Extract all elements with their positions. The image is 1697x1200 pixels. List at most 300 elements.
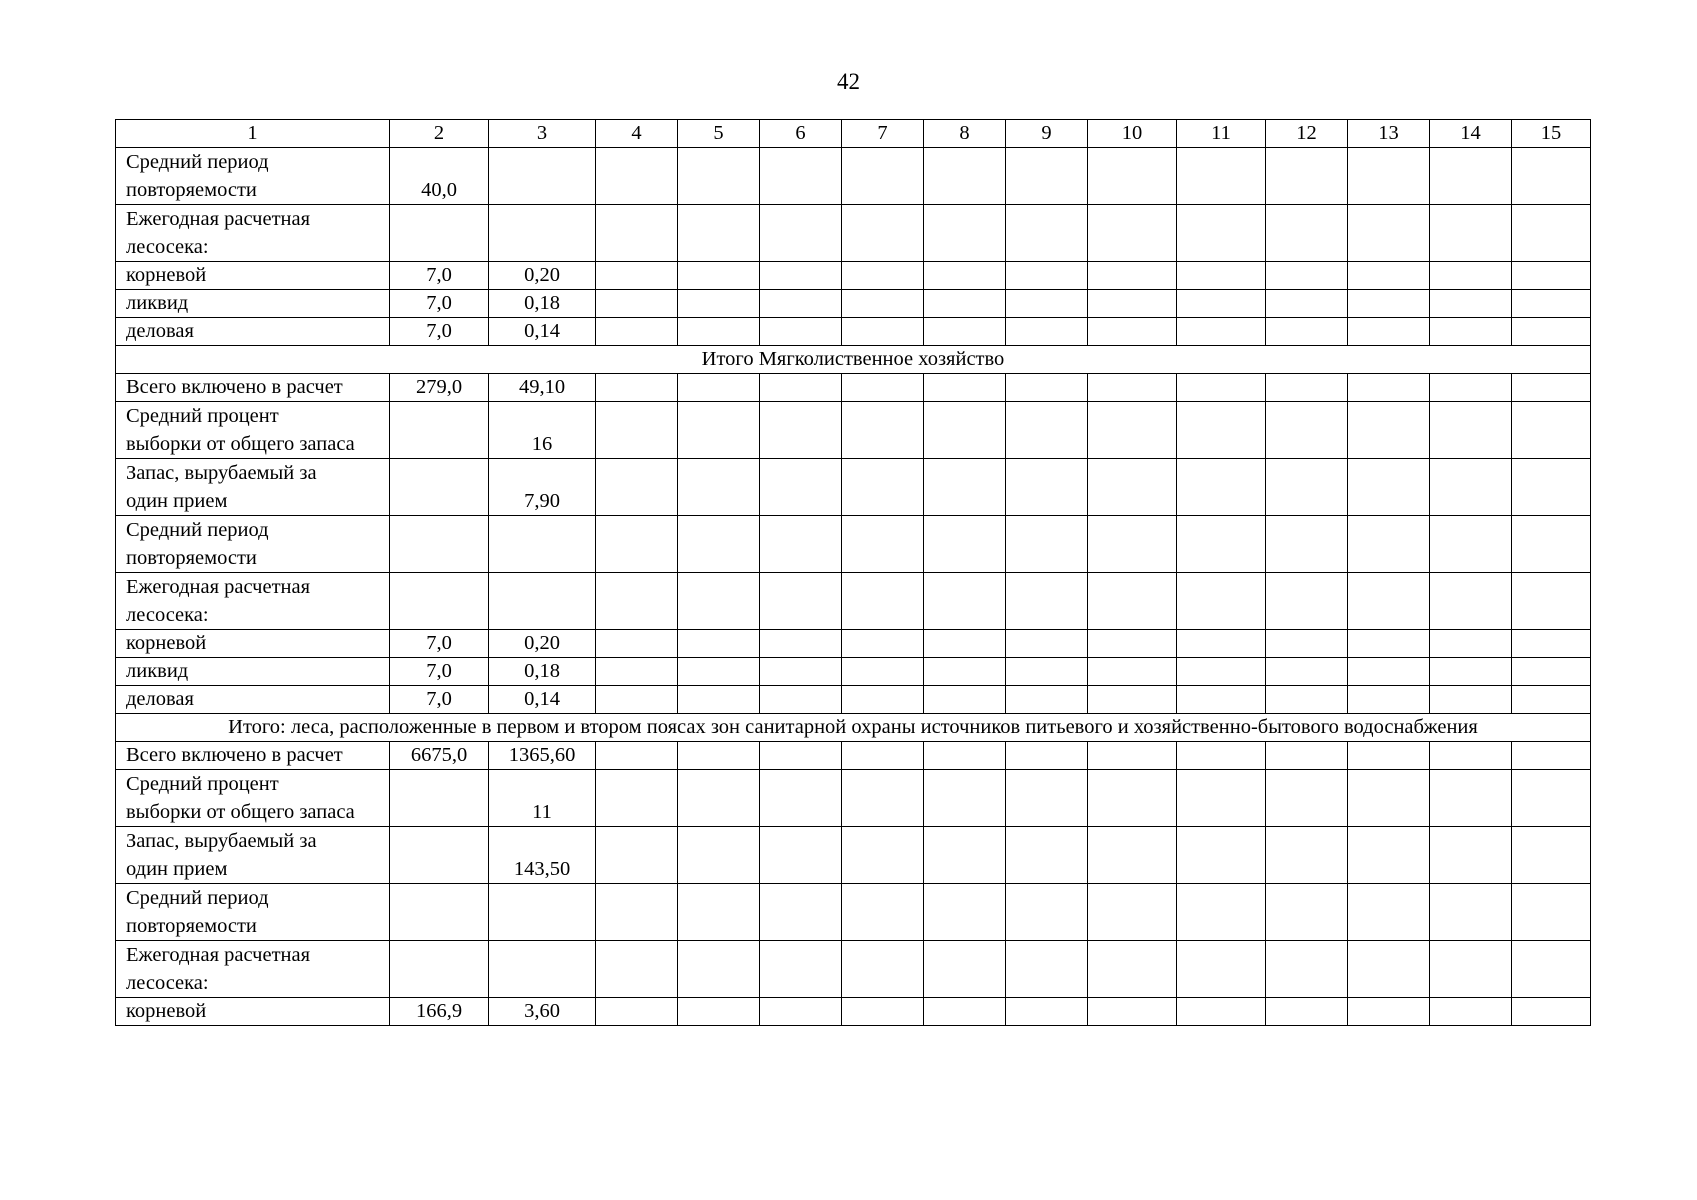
row-label-line: лесосека: [126, 972, 209, 994]
empty-cell [678, 941, 760, 998]
header-cell: 2 [390, 120, 489, 148]
section-row [116, 346, 1591, 374]
empty-cell [842, 742, 924, 770]
row-label-line: деловая [126, 320, 194, 342]
empty-cell [1266, 516, 1348, 573]
empty-cell [1266, 941, 1348, 998]
cell-col-2 [390, 516, 489, 573]
empty-cell [1177, 770, 1266, 827]
empty-cell [1088, 884, 1177, 941]
empty-cell [596, 402, 678, 459]
header-cell: 14 [1430, 120, 1512, 148]
empty-cell [842, 205, 924, 262]
table-row [116, 318, 1591, 346]
cell-col-2: 6675,0 [390, 742, 489, 770]
header-cell: 1 [116, 120, 390, 148]
empty-cell [1006, 827, 1088, 884]
empty-cell [842, 262, 924, 290]
empty-cell [1266, 630, 1348, 658]
empty-cell [1348, 205, 1430, 262]
row-label [116, 374, 390, 402]
cell-col-3 [489, 884, 596, 941]
empty-cell [596, 318, 678, 346]
header-cell: 9 [1006, 120, 1088, 148]
empty-cell [1177, 374, 1266, 402]
empty-cell [1512, 686, 1591, 714]
empty-cell [1430, 686, 1512, 714]
empty-cell [678, 686, 760, 714]
empty-cell [678, 374, 760, 402]
row-label-line: Средний период [126, 151, 269, 173]
row-label [116, 742, 390, 770]
empty-cell [842, 318, 924, 346]
empty-cell [842, 941, 924, 998]
empty-cell [1430, 148, 1512, 205]
empty-cell [1006, 516, 1088, 573]
row-label-line: выборки от общего запаса [126, 433, 355, 455]
empty-cell [1266, 884, 1348, 941]
empty-cell [1006, 318, 1088, 346]
empty-cell [924, 205, 1006, 262]
cell-col-3: 7,90 [489, 459, 596, 516]
empty-cell [924, 148, 1006, 205]
row-label-line: Средний процент [126, 405, 279, 427]
empty-cell [596, 770, 678, 827]
empty-cell [1006, 148, 1088, 205]
empty-cell [760, 262, 842, 290]
empty-cell [1177, 884, 1266, 941]
row-label-line: повторяемости [126, 179, 257, 201]
empty-cell [596, 686, 678, 714]
row-label-line: Всего включено в расчет [126, 744, 343, 766]
header-cell: 7 [842, 120, 924, 148]
cell-col-2: 40,0 [390, 148, 489, 205]
empty-cell [842, 884, 924, 941]
empty-cell [1088, 686, 1177, 714]
row-label-line: один прием [126, 490, 228, 512]
table-row [116, 770, 1591, 827]
header-cell: 4 [596, 120, 678, 148]
row-label [116, 262, 390, 290]
empty-cell [760, 459, 842, 516]
empty-cell [678, 205, 760, 262]
empty-cell [1006, 205, 1088, 262]
empty-cell [1430, 374, 1512, 402]
empty-cell [1266, 998, 1348, 1026]
empty-cell [1266, 205, 1348, 262]
empty-cell [1177, 827, 1266, 884]
cell-col-3 [489, 148, 596, 205]
empty-cell [1348, 658, 1430, 686]
empty-cell [1348, 318, 1430, 346]
empty-cell [1266, 573, 1348, 630]
row-label [116, 658, 390, 686]
empty-cell [1348, 148, 1430, 205]
table-row [116, 630, 1591, 658]
empty-cell [1088, 374, 1177, 402]
cell-col-2 [390, 884, 489, 941]
empty-cell [1177, 290, 1266, 318]
row-label-line: выборки от общего запаса [126, 801, 355, 823]
empty-cell [678, 290, 760, 318]
row-label-line: Запас, вырубаемый за [126, 462, 317, 484]
row-label-line: Средний период [126, 519, 269, 541]
empty-cell [760, 318, 842, 346]
empty-cell [760, 205, 842, 262]
row-label [116, 459, 390, 516]
empty-cell [760, 374, 842, 402]
empty-cell [596, 827, 678, 884]
empty-cell [1512, 205, 1591, 262]
row-label [116, 630, 390, 658]
empty-cell [596, 459, 678, 516]
header-cell: 6 [760, 120, 842, 148]
empty-cell [842, 290, 924, 318]
empty-cell [1348, 630, 1430, 658]
empty-cell [842, 459, 924, 516]
empty-cell [1006, 686, 1088, 714]
empty-cell [924, 573, 1006, 630]
empty-cell [1430, 742, 1512, 770]
empty-cell [1006, 459, 1088, 516]
table-row [116, 998, 1591, 1026]
row-label-line: ликвид [126, 660, 189, 682]
empty-cell [1430, 290, 1512, 318]
empty-cell [678, 658, 760, 686]
empty-cell [1348, 827, 1430, 884]
empty-cell [1266, 686, 1348, 714]
empty-cell [1177, 658, 1266, 686]
empty-cell [1266, 318, 1348, 346]
empty-cell [760, 686, 842, 714]
empty-cell [924, 998, 1006, 1026]
cell-col-3 [489, 205, 596, 262]
empty-cell [1430, 573, 1512, 630]
empty-cell [1088, 941, 1177, 998]
empty-cell [1266, 290, 1348, 318]
row-label-line: Средний период [126, 887, 269, 909]
cell-col-3: 0,18 [489, 658, 596, 686]
cell-col-2 [390, 402, 489, 459]
empty-cell [1512, 827, 1591, 884]
empty-cell [1512, 402, 1591, 459]
cell-col-3: 3,60 [489, 998, 596, 1026]
empty-cell [678, 573, 760, 630]
row-label-line: Ежегодная расчетная [126, 208, 311, 230]
row-label [116, 998, 390, 1026]
empty-cell [596, 205, 678, 262]
empty-cell [924, 290, 1006, 318]
empty-cell [1512, 998, 1591, 1026]
empty-cell [1348, 290, 1430, 318]
empty-cell [1088, 742, 1177, 770]
header-cell: 12 [1266, 120, 1348, 148]
empty-cell [842, 516, 924, 573]
row-label-line: один прием [126, 858, 228, 880]
empty-cell [1266, 402, 1348, 459]
table-row [116, 742, 1591, 770]
cell-col-2: 7,0 [390, 262, 489, 290]
empty-cell [596, 941, 678, 998]
empty-cell [678, 884, 760, 941]
empty-cell [924, 516, 1006, 573]
empty-cell [1430, 884, 1512, 941]
empty-cell [1512, 630, 1591, 658]
empty-cell [596, 148, 678, 205]
empty-cell [1266, 742, 1348, 770]
row-label [116, 827, 390, 884]
empty-cell [1177, 205, 1266, 262]
empty-cell [1006, 630, 1088, 658]
row-label-line: повторяемости [126, 547, 257, 569]
section-title: Итого Мягколиственное хозяйство [116, 346, 1591, 374]
empty-cell [1088, 290, 1177, 318]
row-label-line: Ежегодная расчетная [126, 576, 311, 598]
header-cell: 15 [1512, 120, 1591, 148]
empty-cell [1177, 630, 1266, 658]
section-row [116, 714, 1591, 742]
empty-cell [842, 686, 924, 714]
row-label-line: корневой [126, 264, 207, 286]
row-label-line: ликвид [126, 292, 189, 314]
empty-cell [842, 827, 924, 884]
table-row [116, 941, 1591, 998]
empty-cell [760, 742, 842, 770]
cell-col-2 [390, 205, 489, 262]
empty-cell [1348, 770, 1430, 827]
empty-cell [924, 402, 1006, 459]
empty-cell [1348, 998, 1430, 1026]
empty-cell [760, 770, 842, 827]
table-row [116, 402, 1591, 459]
cell-col-3: 11 [489, 770, 596, 827]
empty-cell [760, 573, 842, 630]
empty-cell [1006, 374, 1088, 402]
empty-cell [1088, 148, 1177, 205]
page-number: 42 [837, 69, 860, 94]
cell-col-2 [390, 573, 489, 630]
empty-cell [1512, 262, 1591, 290]
empty-cell [1088, 630, 1177, 658]
table-row [116, 884, 1591, 941]
cell-col-2: 166,9 [390, 998, 489, 1026]
cell-col-2: 7,0 [390, 686, 489, 714]
empty-cell [1348, 516, 1430, 573]
row-label-line: Запас, вырубаемый за [126, 830, 317, 852]
empty-cell [596, 998, 678, 1026]
row-label [116, 686, 390, 714]
empty-cell [1088, 402, 1177, 459]
empty-cell [1088, 205, 1177, 262]
table-row [116, 290, 1591, 318]
row-label [116, 205, 390, 262]
empty-cell [1088, 459, 1177, 516]
empty-cell [1348, 459, 1430, 516]
cell-col-3: 49,10 [489, 374, 596, 402]
header-cell: 11 [1177, 120, 1266, 148]
empty-cell [596, 374, 678, 402]
cell-col-3 [489, 516, 596, 573]
empty-cell [1266, 374, 1348, 402]
row-label-line: Ежегодная расчетная [126, 944, 311, 966]
empty-cell [1512, 459, 1591, 516]
empty-cell [760, 630, 842, 658]
empty-cell [678, 770, 760, 827]
empty-cell [1266, 262, 1348, 290]
cell-col-3: 0,14 [489, 318, 596, 346]
empty-cell [1088, 262, 1177, 290]
empty-cell [678, 459, 760, 516]
table-row [116, 686, 1591, 714]
empty-cell [596, 884, 678, 941]
empty-cell [1006, 290, 1088, 318]
empty-cell [1088, 318, 1177, 346]
empty-cell [1512, 884, 1591, 941]
empty-cell [678, 742, 760, 770]
empty-cell [1006, 998, 1088, 1026]
empty-cell [678, 998, 760, 1026]
empty-cell [924, 884, 1006, 941]
row-label-line: Всего включено в расчет [126, 376, 343, 398]
empty-cell [1512, 770, 1591, 827]
empty-cell [1348, 262, 1430, 290]
empty-cell [678, 262, 760, 290]
empty-cell [1266, 459, 1348, 516]
empty-cell [842, 402, 924, 459]
empty-cell [1177, 998, 1266, 1026]
empty-cell [924, 658, 1006, 686]
empty-cell [924, 459, 1006, 516]
empty-cell [1430, 402, 1512, 459]
empty-cell [1348, 884, 1430, 941]
empty-cell [924, 827, 1006, 884]
empty-cell [1006, 262, 1088, 290]
empty-cell [760, 516, 842, 573]
table-row [116, 374, 1591, 402]
empty-cell [678, 318, 760, 346]
data-table [115, 119, 1591, 1026]
empty-cell [1512, 573, 1591, 630]
table-row [116, 573, 1591, 630]
empty-cell [760, 402, 842, 459]
row-label-line: лесосека: [126, 236, 209, 258]
empty-cell [1177, 459, 1266, 516]
empty-cell [842, 573, 924, 630]
empty-cell [1266, 148, 1348, 205]
empty-cell [1430, 262, 1512, 290]
empty-cell [1348, 374, 1430, 402]
empty-cell [1512, 516, 1591, 573]
header-cell: 13 [1348, 120, 1430, 148]
empty-cell [1177, 262, 1266, 290]
empty-cell [760, 998, 842, 1026]
empty-cell [596, 516, 678, 573]
empty-cell [1430, 318, 1512, 346]
row-label-line: деловая [126, 688, 194, 710]
empty-cell [1430, 998, 1512, 1026]
empty-cell [596, 573, 678, 630]
cell-col-2: 7,0 [390, 290, 489, 318]
empty-cell [1512, 658, 1591, 686]
empty-cell [924, 630, 1006, 658]
empty-cell [924, 941, 1006, 998]
row-label-line: Средний процент [126, 773, 279, 795]
empty-cell [842, 630, 924, 658]
row-label-line: корневой [126, 632, 207, 654]
cell-col-2 [390, 827, 489, 884]
empty-cell [1006, 573, 1088, 630]
empty-cell [760, 658, 842, 686]
cell-col-3: 16 [489, 402, 596, 459]
empty-cell [1177, 742, 1266, 770]
empty-cell [842, 770, 924, 827]
cell-col-3 [489, 573, 596, 630]
row-label [116, 516, 390, 573]
empty-cell [1006, 402, 1088, 459]
cell-col-3: 0,20 [489, 262, 596, 290]
empty-cell [1430, 827, 1512, 884]
cell-col-3: 1365,60 [489, 742, 596, 770]
row-label-line: повторяемости [126, 915, 257, 937]
empty-cell [1006, 941, 1088, 998]
empty-cell [1088, 573, 1177, 630]
empty-cell [1177, 402, 1266, 459]
empty-cell [1266, 770, 1348, 827]
empty-cell [1177, 148, 1266, 205]
row-label [116, 402, 390, 459]
cell-col-3: 0,18 [489, 290, 596, 318]
empty-cell [1006, 770, 1088, 827]
cell-col-3: 0,14 [489, 686, 596, 714]
empty-cell [1088, 658, 1177, 686]
cell-col-2: 7,0 [390, 658, 489, 686]
header-cell: 5 [678, 120, 760, 148]
row-label [116, 573, 390, 630]
empty-cell [1512, 374, 1591, 402]
empty-cell [1006, 658, 1088, 686]
empty-cell [1006, 884, 1088, 941]
empty-cell [678, 402, 760, 459]
header-cell: 10 [1088, 120, 1177, 148]
empty-cell [596, 658, 678, 686]
cell-col-3 [489, 941, 596, 998]
empty-cell [1430, 770, 1512, 827]
empty-cell [678, 516, 760, 573]
empty-cell [760, 148, 842, 205]
empty-cell [1348, 742, 1430, 770]
empty-cell [1430, 459, 1512, 516]
empty-cell [678, 630, 760, 658]
empty-cell [1177, 686, 1266, 714]
table-row [116, 262, 1591, 290]
cell-col-2: 7,0 [390, 630, 489, 658]
table-row [116, 459, 1591, 516]
row-label [116, 884, 390, 941]
empty-cell [1512, 742, 1591, 770]
empty-cell [1266, 658, 1348, 686]
cell-col-2: 279,0 [390, 374, 489, 402]
empty-cell [1512, 941, 1591, 998]
empty-cell [760, 941, 842, 998]
empty-cell [1177, 941, 1266, 998]
empty-cell [1348, 402, 1430, 459]
empty-cell [1177, 318, 1266, 346]
empty-cell [1348, 941, 1430, 998]
empty-cell [924, 686, 1006, 714]
table-row [116, 516, 1591, 573]
empty-cell [1088, 516, 1177, 573]
empty-cell [760, 884, 842, 941]
